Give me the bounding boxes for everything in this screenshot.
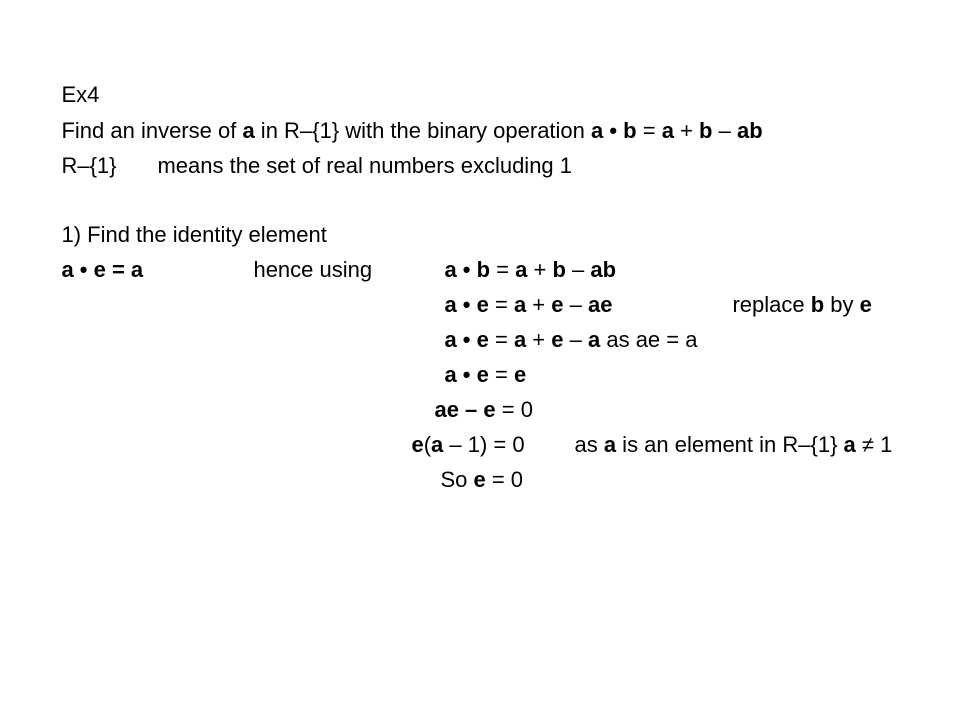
l3-note: as ae = a [600, 327, 698, 352]
l7-so: So [440, 467, 474, 492]
l7-rest: = 0 [485, 467, 524, 492]
l1-lhs: a • b [444, 257, 491, 282]
definition-set: R–{1} [61, 153, 117, 178]
l4-r1: e [513, 362, 527, 387]
l1-minus: – [565, 257, 591, 282]
l6-note-pre: as [574, 432, 604, 457]
derivation-line-1 [420, 228, 617, 282]
problem-equals: = [636, 118, 662, 143]
derivation-line-2-note [708, 263, 872, 317]
problem-minus: – [712, 118, 737, 143]
slide-title [37, 53, 100, 107]
identity-text: a • e = a [61, 257, 144, 282]
l6-note-a2: a [843, 432, 856, 457]
l3-r1: a [513, 327, 527, 352]
l2-r1: a [513, 292, 527, 317]
step1-heading-text: 1) Find the identity element [61, 222, 327, 247]
problem-var-a: a [242, 118, 255, 143]
derivation-line-2 [420, 263, 613, 317]
derivation-line-5 [410, 368, 533, 422]
step1-heading [37, 193, 327, 247]
l6-note-mid: is an element in R–{1} [616, 432, 844, 457]
l2-note-e: e [859, 292, 872, 317]
title-text: Ex4 [61, 82, 100, 107]
l1-eq: = [490, 257, 516, 282]
problem-term-ab: ab [736, 118, 763, 143]
l2-note-pre: replace [732, 292, 811, 317]
l2-eq: = [488, 292, 514, 317]
l6-rest: – 1) = 0 [443, 432, 525, 457]
definition-set-label [37, 124, 117, 178]
problem-mid: in R–{1} with the binary operation [254, 118, 592, 143]
l6-e: e [411, 432, 424, 457]
l2-plus: + [526, 292, 552, 317]
l3-r2: e [551, 327, 564, 352]
l1-r2: b [552, 257, 566, 282]
l6-note-a: a [603, 432, 617, 457]
problem-prefix: Find an inverse of [61, 118, 243, 143]
derivation-line-4 [420, 333, 527, 387]
definition-text-line [133, 124, 573, 178]
l2-r3: ae [587, 292, 613, 317]
l1-r1: a [515, 257, 528, 282]
l7-e: e [473, 467, 486, 492]
l6-note-neq: ≠ 1 [855, 432, 893, 457]
hence-text: hence using [253, 257, 373, 282]
definition-text: means the set of real numbers excluding 1 [157, 153, 573, 178]
l3-lhs: a • e [444, 327, 489, 352]
derivation-line-6 [387, 403, 525, 457]
problem-plus: + [673, 118, 700, 143]
l3-minus: – [563, 327, 588, 352]
derivation-line-3 [420, 298, 698, 352]
derivation-line-6-note [550, 403, 893, 457]
l5-rest: = 0 [495, 397, 533, 422]
l3-eq: = [488, 327, 514, 352]
problem-term-b: b [699, 118, 713, 143]
l4-lhs: a • e [444, 362, 489, 387]
l6-paren: ( [423, 432, 432, 457]
hence-label [229, 228, 373, 282]
l2-note-b: b [810, 292, 825, 317]
l1-r3: ab [590, 257, 617, 282]
l3-r3: a [587, 327, 601, 352]
l3-plus: + [526, 327, 552, 352]
l6-a: a [431, 432, 444, 457]
l1-plus: + [527, 257, 553, 282]
identity-equation [37, 228, 144, 282]
l5-lhs: ae – e [434, 397, 496, 422]
derivation-line-7 [416, 438, 524, 492]
l2-lhs: a • e [444, 292, 489, 317]
problem-operation: a • b [591, 118, 637, 143]
l2-minus: – [563, 292, 588, 317]
l2-r2: e [551, 292, 564, 317]
problem-statement [37, 89, 763, 143]
l4-eq: = [488, 362, 514, 387]
l2-note-mid: by [824, 292, 860, 317]
problem-term-a: a [661, 118, 674, 143]
